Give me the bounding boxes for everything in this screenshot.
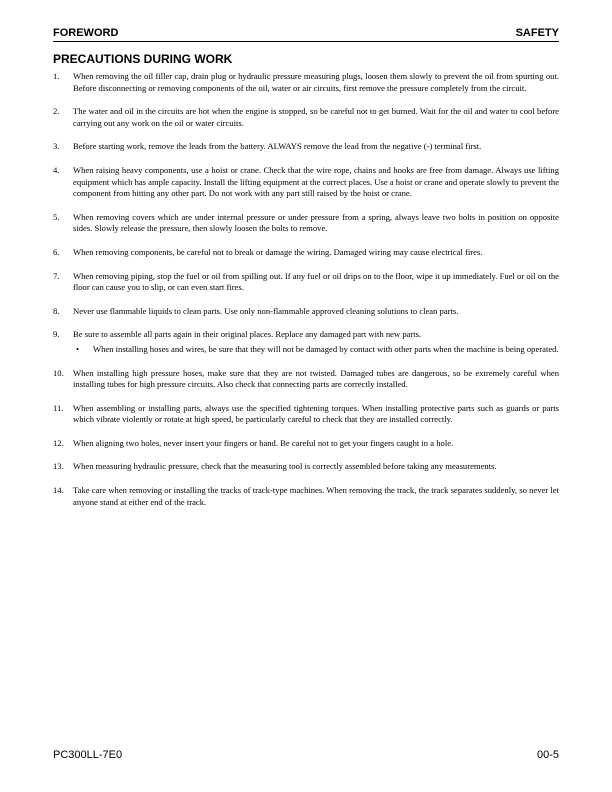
item-number: 4. (53, 164, 60, 175)
item-text: When assembling or installing parts, always use the specified tightening torques. When installing protective parts such as guards or parts which vibrate violently or rotate at high speed, be particularly careful to check that they are installed correctly. (73, 402, 559, 425)
item-text: Take care when removing or installing the tracks of track-type machines. When removing the track, the track separates suddenly, so never let anyone stand at either end of the track. (73, 485, 559, 507)
page-title: PRECAUTIONS DURING WORK (53, 52, 233, 66)
list-item (53, 368, 559, 391)
item-number: 1. (53, 71, 60, 81)
precautions-list (53, 71, 559, 508)
item-text: The water and oil in the circuits are hot when the engine is stopped, so be careful not to get burned. Wait for the oil and water to cool before carrying out any work on the oil or water circuits. (73, 106, 559, 128)
sub-item (73, 344, 559, 356)
list-item (53, 71, 559, 94)
sub-item-text: When installing hoses and wires, be sure that they will not be damaged by contact with other parts when the machine is being operated. (93, 343, 559, 354)
page-header (53, 27, 559, 42)
list-item (53, 271, 559, 294)
item-number: 2. (53, 106, 60, 117)
item-number: 6. (53, 246, 60, 257)
list-item (53, 212, 559, 235)
list-item (53, 485, 559, 508)
list-item (53, 106, 559, 129)
item-number: 3. (53, 141, 60, 152)
topic-label: SAFETY (515, 27, 559, 39)
item-number: 10. (53, 367, 64, 378)
item-text: When removing covers which are under internal pressure or under pressure from a spring, always leave two bolts in position on opposite sides. Slowly release the pressure, then slowly loosen the bolts to remove. (73, 211, 559, 234)
item-number: 9. (53, 329, 60, 340)
item-text: Never use flammable liquids to clean parts. Use only non-flammable approved cleaning solutions to clean parts. (73, 305, 459, 316)
list-item (53, 461, 559, 473)
item-number: 5. (53, 211, 60, 222)
item-text: Be sure to assemble all parts again in their original places. Replace any damaged part with new parts. (73, 329, 422, 340)
item-text: When removing the oil filler cap, drain plug or hydraulic pressure measuring plugs, loosen them slowly to prevent the oil from spurting out. Before disconnecting or removing components of the oil, water or air circuits, first remove the pressure completely from the circuit. (73, 71, 559, 93)
list-item (53, 165, 559, 200)
item-number: 7. (53, 270, 60, 281)
item-text: When measuring hydraulic pressure, check that the measuring tool is correctly assembled before taking any measurements. (73, 461, 497, 472)
list-item (53, 141, 559, 153)
item-text: When installing high pressure hoses, make sure that they are not twisted. Damaged tubes are dangerous, so be extremely careful when installing tubes for high pressure circuits. Also check that connecting parts are correctly installed. (73, 367, 559, 390)
page-number: 00-5 (536, 749, 559, 761)
item-number: 8. (53, 305, 60, 316)
item-text: When removing components, be careful not to break or damage the wiring. Damaged wiring may cause electrical fires. (73, 246, 483, 257)
item-number: 13. (53, 461, 64, 472)
item-number: 11. (53, 402, 64, 413)
model-number: PC300LL-7E0 (53, 749, 123, 761)
bullet-mark: • (76, 343, 80, 354)
section-label: FOREWORD (53, 27, 119, 39)
item-text: When aligning two holes, never insert your fingers or hand. Be careful not to get your fingers caught in a hole. (73, 437, 454, 448)
list-item (53, 438, 559, 450)
item-text: When raising heavy components, use a hoist or crane. Check that the wire rope, chains and hooks are free from damage. Always use lifting equipment which has ample capacity. Install the lifting equipment at the correct places. Use a hoist or crane and operate slowly to prevent the component from hitting any other part. Do not work with any part still raised by the hoist or crane. (73, 164, 560, 199)
list-item (53, 306, 559, 318)
item-number: 12. (53, 437, 64, 448)
item-text: When removing piping, stop the fuel or oil from spilling out. If any fuel or oil drips on to the floor, wipe it up immediately. Fuel or oil on the floor can cause you to slip, or can even start fires. (73, 270, 559, 293)
item-number: 14. (53, 485, 64, 496)
list-item (53, 247, 559, 259)
item-text: Before starting work, remove the leads from the battery. ALWAYS remove the lead from the negative (-) terminal first. (73, 141, 482, 152)
list-item (53, 403, 559, 426)
list-item (53, 329, 559, 355)
